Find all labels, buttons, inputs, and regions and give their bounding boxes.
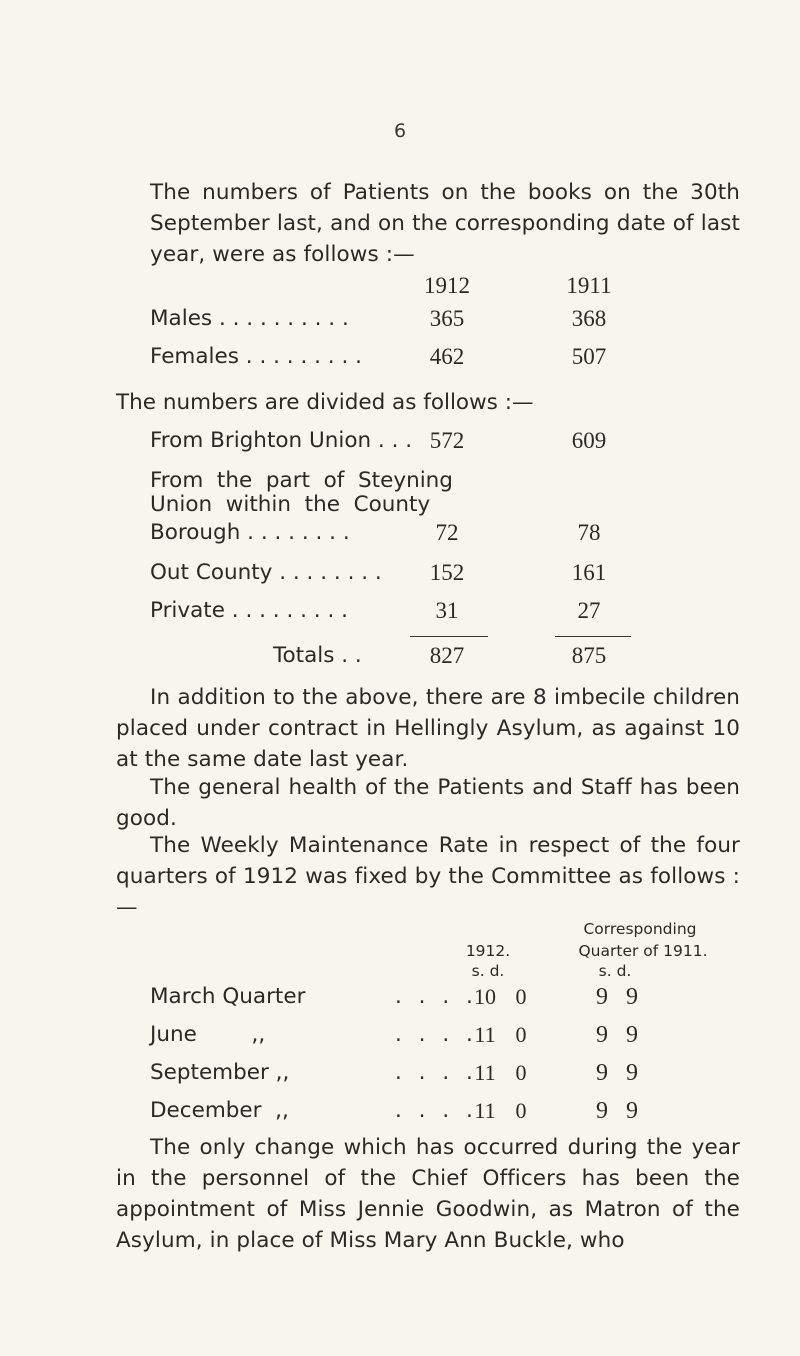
- value-1912: 152: [429, 560, 465, 585]
- value-1912: 572: [429, 428, 465, 453]
- leader-dots: . . . .: [395, 1022, 478, 1047]
- value-1911: 507: [571, 344, 607, 369]
- value-1911: 609: [571, 428, 607, 453]
- row-label: Private . . . . . . . . .: [150, 598, 348, 623]
- value-1911: 161: [571, 560, 607, 585]
- shillings-1912: 11: [474, 1022, 496, 1047]
- health-paragraph: The general health of the Patients and Staff has been good.: [116, 775, 740, 831]
- totals-rule-1911: [555, 636, 631, 637]
- row-label: Out County . . . . . . . .: [150, 560, 382, 585]
- divided-heading-text: The numbers are divided as follows :—: [116, 390, 534, 415]
- header-sd-1911: s. d.: [598, 962, 632, 980]
- shillings-1912: 11: [474, 1060, 496, 1085]
- table-row-private: [150, 598, 750, 628]
- table-row-brighton: [150, 428, 750, 458]
- intro-paragraph: The numbers of Patients on the books on the 30th September last, and on the corresponding date of last year, were as follows :—: [150, 180, 740, 267]
- pence-1911: 9: [626, 984, 638, 1010]
- change-paragraph: The only change which has occurred during the year in the personnel of the Chief Officers has been the appointment of Miss Jennie Goodwin, as Matron of the Asylum, in place of Miss Mary Ann Buckle, who: [116, 1135, 740, 1253]
- rate-row-september: [150, 1060, 750, 1090]
- leader-dots: . . . .: [395, 1098, 478, 1123]
- quarter-label: March Quarter: [150, 984, 306, 1009]
- header-sd-1912: s. d.: [471, 962, 505, 980]
- row-label: Females . . . . . . . . .: [150, 344, 362, 369]
- quarter-label: June ,,: [150, 1022, 266, 1047]
- value-1912: 72: [435, 520, 459, 545]
- value-1912: 365: [429, 306, 465, 331]
- row-label-line-2: Union within the County: [150, 492, 431, 517]
- pence-1911: 9: [626, 1098, 638, 1124]
- pence-1912: 0: [515, 1098, 527, 1123]
- rate-row-december: [150, 1098, 750, 1128]
- header-quarter-1911: Quarter of 1911.: [578, 942, 708, 960]
- rate-paragraph: The Weekly Maintenance Rate in respect of the four quarters of 1912 was fixed by the Committee as follows :—: [116, 833, 740, 920]
- shillings-1911: 9: [596, 1060, 608, 1086]
- table-row-totals: [150, 643, 750, 673]
- shillings-1912: 10: [474, 984, 496, 1009]
- row-label: Males . . . . . . . . . .: [150, 306, 349, 331]
- totals-label: Totals . .: [273, 643, 362, 668]
- shillings-1912: 11: [474, 1098, 496, 1123]
- table-row-males: [150, 306, 750, 336]
- table-row-steyning: [150, 468, 750, 548]
- column-header-1911: 1911: [566, 273, 612, 298]
- shillings-1911: 9: [596, 1098, 608, 1124]
- imbecile-paragraph: In addition to the above, there are 8 imbecile children placed under contract in Hellingly Asylum, as against 10 at the same date last year.: [116, 685, 740, 772]
- pence-1912: 0: [515, 984, 527, 1009]
- header-1912: 1912.: [465, 942, 511, 960]
- value-1912: 31: [435, 598, 459, 623]
- rate-row-march: [150, 984, 750, 1014]
- row-label-line-1: From the part of Steyning: [150, 468, 453, 493]
- row-label-line-3: Borough . . . . . . . .: [150, 520, 350, 545]
- pence-1912: 0: [515, 1022, 527, 1047]
- pence-1911: 9: [626, 1022, 638, 1048]
- quarter-label: December ,,: [150, 1098, 289, 1123]
- rate-row-june: [150, 1022, 750, 1052]
- shillings-1911: 9: [596, 1022, 608, 1048]
- total-1912: 827: [429, 643, 465, 668]
- shillings-1911: 9: [596, 984, 608, 1010]
- leader-dots: . . . .: [395, 1060, 478, 1085]
- table-row-females: [150, 344, 750, 374]
- value-1911: 27: [577, 598, 601, 623]
- value-1912: 462: [429, 344, 465, 369]
- row-label: From Brighton Union . . .: [150, 428, 413, 453]
- table-row-out-county: [150, 560, 750, 590]
- pence-1912: 0: [515, 1060, 527, 1085]
- totals-rule-1912: [410, 636, 488, 637]
- pence-1911: 9: [626, 1060, 638, 1086]
- leader-dots: . . . .: [395, 984, 478, 1009]
- value-1911: 368: [571, 306, 607, 331]
- value-1911: 78: [577, 520, 601, 545]
- column-header-1912: 1912: [424, 273, 470, 298]
- divided-heading: [116, 390, 756, 420]
- total-1911: 875: [571, 643, 607, 668]
- page-number: 6: [393, 120, 407, 142]
- header-corresponding: Corresponding: [583, 920, 697, 938]
- quarter-label: September ,,: [150, 1060, 290, 1085]
